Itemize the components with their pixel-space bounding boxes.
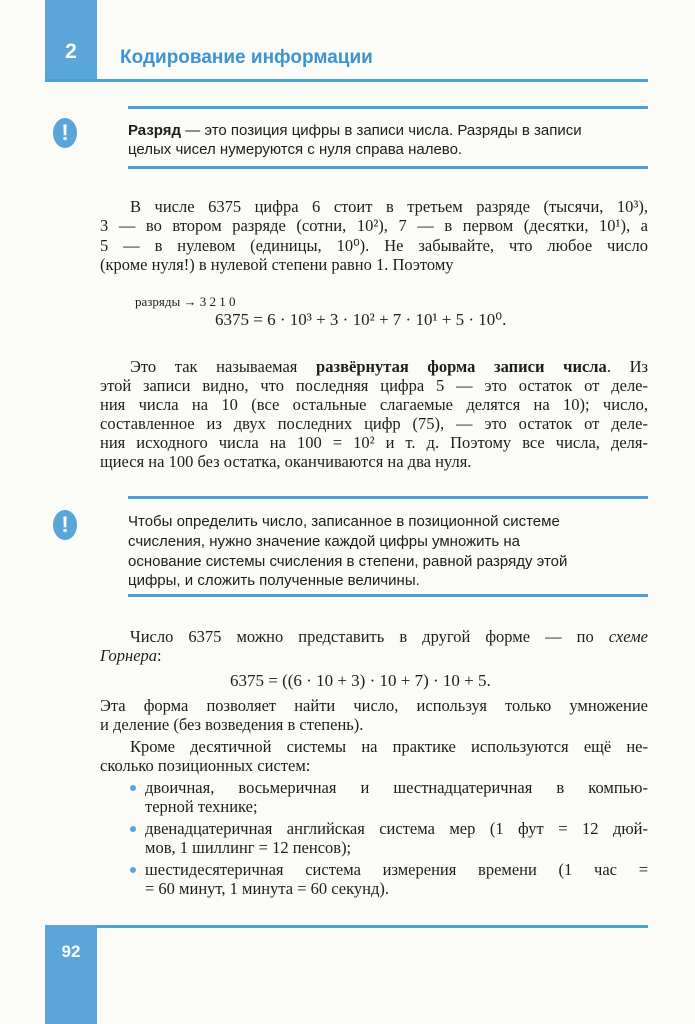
text-line: 3 — во втором разряде (сотни, 10²), 7 — в первом (десятки, 10¹), а [100, 216, 648, 235]
bullet-icon [130, 826, 136, 832]
text-line: (кроме нуля!) в нулевой степени равно 1. Поэтому [100, 255, 454, 274]
definition-line: целых чисел нумеруются с нуля справа налево. [128, 141, 463, 158]
text-line: ния числа на 10 (все остальные слагаемые делятся на 10); число, [100, 395, 648, 414]
text-line: щиеся на 100 без остатка, оканчиваются на два нуля. [100, 452, 472, 471]
text-line: составленное из двух последних цифр (75), — это остаток от деле- [100, 414, 648, 433]
term: Горнера [100, 646, 158, 665]
list-item: = 60 минут, 1 минута = 60 секунд). [145, 879, 389, 898]
page-number: 92 [61, 942, 81, 961]
bullet-icon [130, 867, 136, 873]
box-rule-bottom [128, 166, 648, 169]
rule-line: основание системы счисления в степени, равной разряду этой [128, 553, 568, 570]
exclamation-icon: ! [53, 510, 77, 540]
list-item: шестидесятеричная система измерения времени (1 час = [145, 860, 648, 879]
text: Это так называемая [130, 357, 317, 376]
term: развёрнутая форма записи числа [316, 357, 607, 376]
header-rule [45, 79, 648, 82]
term: схеме [608, 627, 648, 646]
rule-line: цифры, и сложить полученные величины. [128, 572, 420, 589]
page-number-tab [45, 925, 97, 1024]
text-line: ния исходного числа на 100 = 10² и т. д. Поэтому все числа, деля- [100, 433, 648, 452]
term: Разряд [128, 122, 182, 139]
text-line: Эта форма позволяет найти число, используя только умножение [100, 696, 648, 715]
definition-text: — это позиция цифры в записи числа. Разряды в записи [181, 122, 582, 139]
list-item: двенадцатеричная английская система мер (1 фут = 12 дюй- [145, 819, 648, 838]
footer-rule [97, 925, 648, 928]
text: : [157, 646, 162, 665]
list-item: терной технике; [145, 797, 258, 816]
box-rule-bottom [128, 594, 648, 597]
chapter-title: Кодирование информации [120, 47, 373, 68]
text-line: сколько позиционных систем: [100, 756, 311, 775]
text-line: 5 — в нулевом (единицы, 10⁰). Не забывайте, что любое число [100, 236, 648, 255]
list-item: двоичная, восьмеричная и шестнадцатеричная в компью- [145, 778, 648, 797]
box-rule-top [128, 496, 648, 499]
box-rule-top [128, 106, 648, 109]
text: . Из [606, 357, 649, 376]
text-line: В числе 6375 цифра 6 стоит в третьем разряде (тысячи, 10³), [130, 197, 648, 216]
text-line [100, 646, 162, 665]
text: Число 6375 можно представить в другой форме — по [130, 627, 609, 646]
formula-expanded: 6375 = 6 · 10³ + 3 · 10² + 7 · 10¹ + 5 · 10⁰. [215, 310, 507, 329]
text-line: этой записи видно, что последняя цифра 5 — это остаток от деле- [100, 376, 648, 395]
text-line [130, 627, 648, 646]
text-line: Кроме десятичной системы на практике используются ещё не- [130, 737, 648, 756]
bullet-icon [130, 785, 136, 791]
rule-line: счисления, нужно значение каждой цифры умножить на [128, 533, 521, 550]
definition-line [128, 121, 582, 140]
digit-positions-label: разряды → 3 2 1 0 [135, 294, 236, 309]
exclamation-icon: ! [53, 118, 77, 148]
list-item: мов, 1 шиллинг = 12 пенсов); [145, 838, 352, 857]
text-line [130, 357, 648, 376]
rule-line: Чтобы определить число, записанное в позиционной системе [128, 513, 560, 530]
formula-horner: 6375 = ((6 · 10 + 3) · 10 + 7) · 10 + 5. [230, 671, 491, 690]
chapter-number: 2 [65, 40, 77, 63]
text-line: и деление (без возведения в степень). [100, 715, 364, 734]
